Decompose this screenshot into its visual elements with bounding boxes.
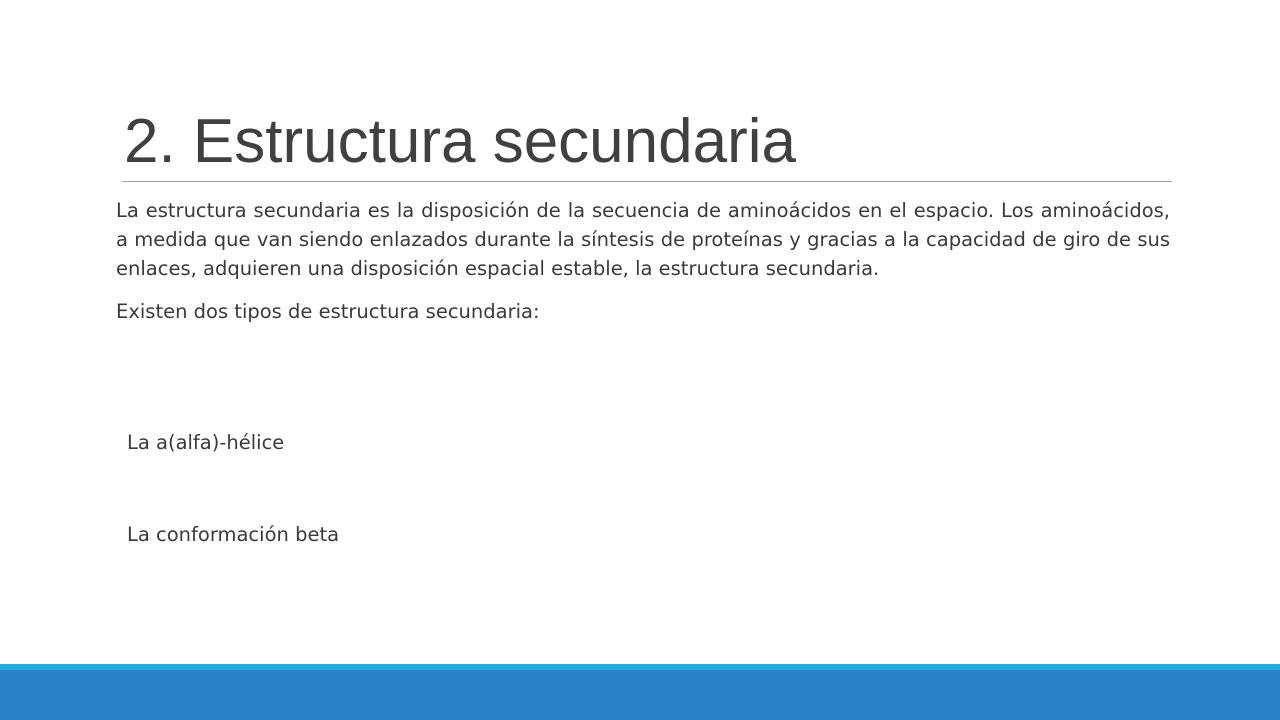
list-item-alpha-helix: La a(alfa)-hélice (127, 431, 285, 454)
slide-title: 2. Estructura secundaria (124, 107, 797, 176)
footer-bar (0, 670, 1280, 720)
list-item-beta-conformation: La conformación beta (127, 523, 340, 546)
title-divider (122, 181, 1172, 182)
types-intro: Existen dos tipos de estructura secundaria: (116, 300, 540, 323)
body-paragraph: La estructura secundaria es la disposición de la secuencia de aminoácidos en el espacio. Los aminoácidos, a medida que van siendo enlazados durante la síntesis de proteínas y gracias a la capacidad de giro de sus enlaces, adquieren una disposición espacial estable, la estructura secundaria. (116, 199, 1170, 280)
slide-body (116, 196, 1170, 326)
